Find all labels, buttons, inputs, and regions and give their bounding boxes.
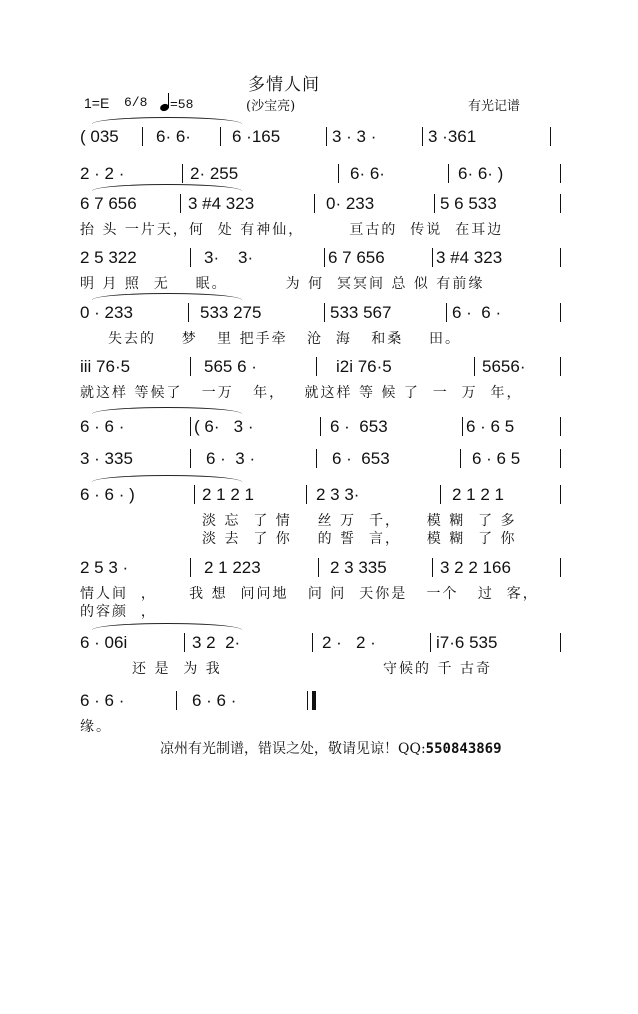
score-row <box>80 356 565 401</box>
notation-line <box>80 484 565 508</box>
measure: 2 5 322 <box>80 248 137 267</box>
lyric-line: 的容颜 ， <box>80 604 157 620</box>
lyric-line: 失去的 梦 里 把手牵 沧 海 和桑 田。 <box>108 331 462 347</box>
measure: 6 · 6 · ) <box>80 485 135 504</box>
bar-line <box>474 357 475 376</box>
score-row <box>80 416 565 440</box>
bar-line <box>320 417 321 436</box>
bar-line <box>220 127 221 146</box>
bar-line <box>560 417 561 436</box>
bar-line <box>560 633 561 652</box>
bar-line <box>306 485 307 504</box>
slur-mark <box>92 623 242 630</box>
bar-line <box>462 417 463 436</box>
lyric-line: 抬 头 一片天，何 处 有神仙， 亘古的 传说 在耳边 <box>80 222 504 238</box>
measure: i2i 76·5 <box>336 357 392 376</box>
measure: 2 3 335 <box>330 558 387 577</box>
measure: 6 · 06i <box>80 633 128 652</box>
score-row <box>80 247 565 292</box>
measure: 6 · 6 · <box>80 691 125 710</box>
bar-line <box>314 194 315 213</box>
bar-line <box>190 357 191 376</box>
bar-line <box>560 303 561 322</box>
bar-line <box>550 127 551 146</box>
bar-line <box>190 248 191 267</box>
score-row <box>80 193 565 238</box>
score-row <box>80 448 565 472</box>
bar-line <box>142 127 143 146</box>
bar-line <box>184 633 185 652</box>
notation-line <box>80 247 565 271</box>
lyric-line: 淡 去 了 你 的 誓 言， 模 糊 了 你 <box>202 531 517 547</box>
bar-line <box>560 194 561 213</box>
measure: 2 1 2 1 <box>202 485 254 504</box>
lyric-line: 明 月 照 无 眠。 为 何 冥冥间 总 似 有前缘 <box>80 276 485 292</box>
score-row <box>80 557 565 620</box>
measure: 0· 233 <box>326 194 375 213</box>
notation-line <box>80 632 565 656</box>
slur-mark <box>92 184 242 191</box>
measure: ( 035 <box>80 127 119 146</box>
bar-line <box>182 164 183 183</box>
measure: 2 1 223 <box>204 558 261 577</box>
bar-line <box>326 127 327 146</box>
measure: 3 2 2· <box>192 633 241 652</box>
bar-line <box>180 194 181 213</box>
lyric-line: 还 是 为 我 守候的 千 古奇 <box>132 661 492 677</box>
bar-line <box>324 248 325 267</box>
bar-line <box>446 303 447 322</box>
arranger-credit: 有光记谱 <box>468 99 521 114</box>
time-signature: 6/8 <box>124 95 148 110</box>
measure: 2 3 3· <box>316 485 360 504</box>
notation-line <box>80 416 565 440</box>
measure: 3· 3· <box>204 248 254 267</box>
slur-mark <box>92 407 242 414</box>
bar-line <box>190 417 191 436</box>
measure: i7·6 535 <box>436 633 498 652</box>
bar-line <box>460 449 461 468</box>
measure: 6· 6· ) <box>458 164 504 183</box>
measure: 533 567 <box>330 303 392 322</box>
final-bar-line <box>312 691 316 710</box>
bar-line <box>560 248 561 267</box>
song-title: 多情人间 <box>248 75 320 95</box>
slur-mark <box>92 293 242 300</box>
notation-line <box>80 356 565 380</box>
measure: 3 · 335 <box>80 449 133 468</box>
measure: 565 6 · <box>204 357 257 376</box>
bar-line <box>422 127 423 146</box>
footer-qq-number: 550843869 <box>425 741 502 757</box>
bar-line <box>430 633 431 652</box>
bar-line <box>432 558 433 577</box>
bar-line <box>338 164 339 183</box>
notation-line <box>80 126 565 150</box>
bar-line <box>434 194 435 213</box>
bar-line <box>318 558 319 577</box>
bar-line <box>560 164 561 183</box>
measure: 3 #4 323 <box>436 248 503 267</box>
measure: 0 · 233 <box>80 303 133 322</box>
score-row <box>80 126 565 150</box>
slur-mark <box>92 475 242 482</box>
measure: 6 · 6 · <box>452 303 502 322</box>
lyric-line: 情人间 ， 我 想 问问地 问 问 天你是 一个 过 客， <box>80 586 539 602</box>
measure: 6 7 656 <box>80 194 137 213</box>
measure: 6· 6· <box>156 127 191 146</box>
notation-line <box>80 690 565 714</box>
measure: 2 · 2 · <box>80 164 125 183</box>
singer-credit: (沙宝亮) <box>246 99 296 114</box>
bar-line <box>440 485 441 504</box>
bar-line <box>194 485 195 504</box>
tempo-value: =58 <box>170 97 194 112</box>
measure: 3 #4 323 <box>188 194 255 213</box>
measure: 6 · 6 5 <box>466 417 515 436</box>
quarter-note-icon <box>160 95 170 111</box>
measure: 5656· <box>482 357 526 376</box>
bar-line <box>560 449 561 468</box>
measure: 6· 6· <box>350 164 385 183</box>
measure: 3 ·361 <box>428 127 477 146</box>
lyric-line: 缘。 <box>80 719 112 735</box>
footer-note <box>160 738 502 758</box>
slur-mark <box>92 117 242 124</box>
bar-line <box>324 303 325 322</box>
measure: 6 · 6 · <box>80 417 125 436</box>
measure: 6 · 653 <box>332 449 390 468</box>
bar-line <box>560 357 561 376</box>
notation-line <box>80 557 565 581</box>
bar-line <box>432 248 433 267</box>
bar-line <box>448 164 449 183</box>
measure: 2 5 3 · <box>80 558 129 577</box>
notation-line <box>80 193 565 217</box>
notation-line <box>80 302 565 326</box>
measure: 6 ·165 <box>232 127 281 146</box>
measure: 6 7 656 <box>328 248 385 267</box>
score-row <box>80 484 565 547</box>
bar-line <box>190 558 191 577</box>
measure: 533 275 <box>200 303 262 322</box>
bar-line <box>188 303 189 322</box>
measure: 2 · 2 · <box>322 633 376 652</box>
notation-line <box>80 448 565 472</box>
measure: 3 · 3 · <box>332 127 377 146</box>
measure: 3 2 2 166 <box>440 558 511 577</box>
bar-line <box>190 449 191 468</box>
measure: 2 1 2 1 <box>452 485 504 504</box>
bar-line <box>176 691 177 710</box>
bar-line <box>312 633 313 652</box>
measure: ( 6· 3 · <box>194 417 254 436</box>
measure: 6 · 653 <box>330 417 388 436</box>
measure: 6 · 3 · <box>206 449 256 468</box>
tempo-marking <box>160 95 193 112</box>
lyric-line: 淡 忘 了 情 丝 万 千， 模 糊 了 多 <box>202 513 517 529</box>
bar-line <box>316 449 317 468</box>
bar-line <box>560 485 561 504</box>
score-row <box>80 302 565 347</box>
score-row <box>80 690 565 735</box>
measure: 5 6 533 <box>440 194 497 213</box>
measure: 2· 255 <box>190 164 239 183</box>
score-row <box>80 632 565 677</box>
footer-text: 凉州有光制谱，错误之处，敬请见谅！QQ: <box>160 741 426 757</box>
bar-line <box>560 558 561 577</box>
measure: iii 76·5 <box>80 357 131 376</box>
measure: 6 · 6 5 <box>472 449 521 468</box>
lyric-line: 就这样 等候了 一万 年， 就这样 等 候 了 一 万 年， <box>80 385 523 401</box>
measure: 6 · 6 · <box>192 691 237 710</box>
bar-line <box>316 357 317 376</box>
key-signature: 1=E <box>84 95 110 111</box>
